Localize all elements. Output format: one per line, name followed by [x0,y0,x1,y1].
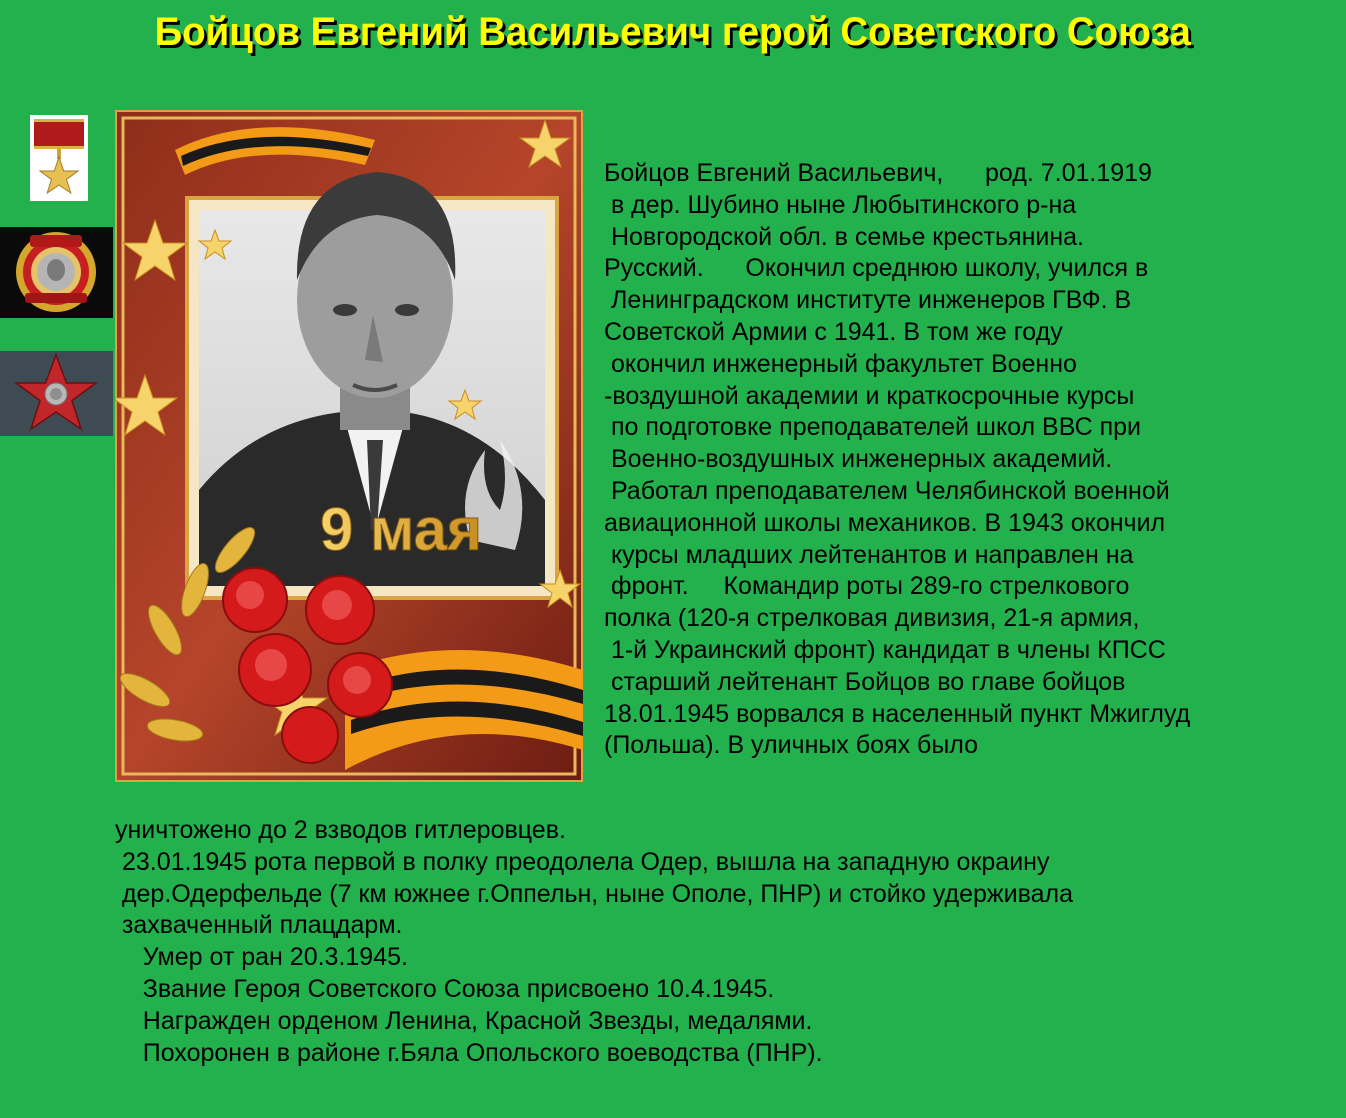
bio-line: -воздушной академии и краткосрочные курсы [604,381,1135,410]
bio-line: Бойцов Евгений Васильевич, род. 7.01.1919 [604,159,1152,187]
page-title: Бойцов Евгений Васильевич герой Советского Союза [154,10,1192,54]
bio-line: в дер. Шубино ныне Любытинского р-на [604,190,1077,219]
bio-line: 23.01.1945 рота первой в полку преодолела Одер, вышла на западную окраину [115,847,1050,876]
bio-line: курсы младших лейтенантов и направлен на [604,540,1134,569]
portrait-frame [115,110,583,782]
bio-line: Похоронен в районе г.Бяла Опольского воеводства (ПНР). [115,1038,823,1067]
biography-text-top [604,158,1334,762]
order-of-red-star-image [0,351,113,436]
bio-line: уничтожено до 2 взводов гитлеровцев. [115,816,566,844]
bio-line: фронт. Командир роты 289-го стрелкового [604,572,1130,601]
bio-line: Умер от ран 20.3.1945. [115,943,408,972]
photo-caption: 9 мая [320,496,483,563]
bio-line: 1-й Украинский фронт) кандидат в члены КПСС [604,635,1166,664]
bio-line: Военно-воздушных инженерных академий. [604,445,1113,474]
bio-line: окончил инженерный факультет Военно [604,349,1077,378]
bio-line: Звание Героя Советского Союза присвоено 10.4.1945. [115,974,775,1003]
bio-line: по подготовке преподавателей школ ВВС при [604,413,1141,442]
bio-line: (Польша). В уличных боях было [604,731,979,760]
bio-line: полка (120-я стрелковая дивизия, 21-я армия, [604,604,1140,633]
bio-line: дер.Одерфельде (7 км южнее г.Оппельн, ныне Ополе, ПНР) и стойко удерживала [115,879,1073,908]
hero-gold-star-medal-image [30,115,88,201]
bio-line: авиационной школы механиков. В 1943 окончил [604,508,1166,537]
bio-line: 18.01.1945 ворвался в населенный пункт Мжиглуд [604,699,1191,728]
bio-line: захваченный плацдарм. [115,911,403,940]
bio-line: Русский. Окончил среднюю школу, учился в [604,254,1149,283]
bio-line: Работал преподавателем Челябинской военной [604,476,1170,505]
bio-line: Ленинградском институте инженеров ГВФ. В [604,286,1132,315]
bio-line: Награжден орденом Ленина, Красной Звезды, медалями. [115,1006,813,1035]
bio-line: Новгородской обл. в семье крестьянина. [604,222,1084,251]
order-of-lenin-image [0,227,113,318]
biography-text-bottom [115,815,1335,1069]
bio-line: старший лейтенант Бойцов во главе бойцов [604,667,1126,696]
bio-line: Советской Армии с 1941. В том же году [604,317,1063,346]
